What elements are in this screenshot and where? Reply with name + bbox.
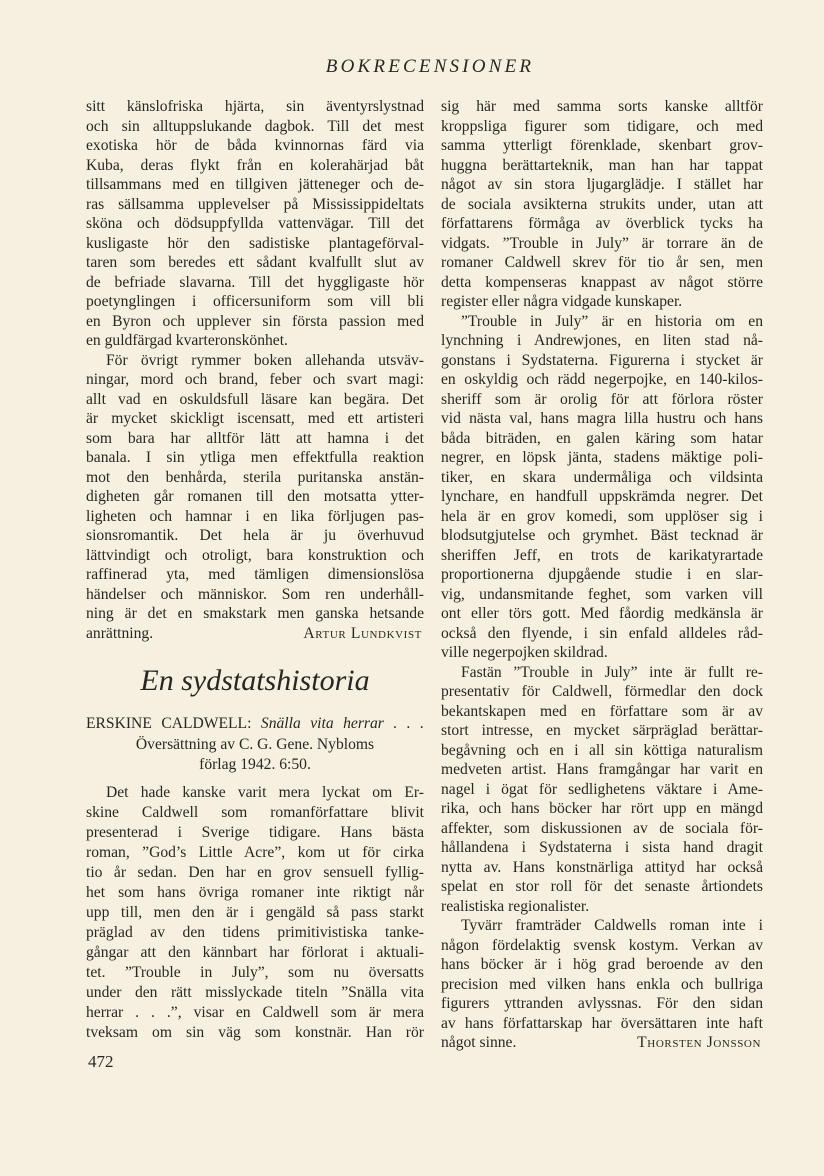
review-1-continuation xyxy=(86,97,424,643)
text-line: sheriff som är orolig för att förlora röster xyxy=(441,390,763,408)
text-line: nytta av. Hans konstnärliga attityd har också xyxy=(441,858,763,876)
text-line: upp till, men den är i gengäld så pass starkt xyxy=(86,904,424,921)
text-line: sitt känslofriska hjärta, sin äventyrslystnad xyxy=(86,98,424,115)
text-line: taren som beredes ett sådant kvalfullt slut av xyxy=(86,254,424,271)
text-line: under den rätt misslyckade titeln ”Snälla vita xyxy=(86,984,424,1001)
text-line: av hans författarskap har översättaren inte haft xyxy=(441,1014,763,1032)
reviewer-signature: Thorsten Jonsson xyxy=(637,1034,761,1051)
text-line: spelat en stor roll för det senaste årtiondets xyxy=(441,878,763,895)
text-line: lynchning i Andrewjones, en liten stad nå- xyxy=(441,332,763,349)
text-line: tet. ”Trouble in July”, som nu översatts xyxy=(86,964,424,981)
text-line: hållandena i Sydstaterna i sista hand dragit xyxy=(441,839,763,856)
text-line: något av sin stora ljugarglädje. I stället har xyxy=(441,176,763,193)
text-line: proportionerna djupgående studie i en slar- xyxy=(441,566,763,583)
text-line: händelser och människor. Som ren underhåll- xyxy=(86,585,424,603)
text-line: digheten går romanen till den motsatta ytter- xyxy=(86,488,424,505)
text-line: medveten artist. Hans framgångar har varit en xyxy=(441,761,763,778)
text-line: Tyvärr framträder Caldwells roman inte i xyxy=(461,917,763,934)
text-line: ont eller törs gott. Med fåordig medkänsla är xyxy=(441,605,763,622)
text-line: detta kompenseras knappast av något större xyxy=(441,273,763,291)
text-line: de sociala avsikterna strukits under, utan att xyxy=(441,195,763,213)
text-line: allt vad en oskuldsfull läsare kan begära. Det xyxy=(86,390,424,408)
biblio-line-3: förlag 1942. 6:50. xyxy=(199,756,311,773)
closing-word: något sinne. xyxy=(441,1034,517,1051)
text-line: sköna och dödsuppfyllda vattenvägar. Till det xyxy=(86,215,424,232)
text-line: hans böcker är i hög grad beroende av den xyxy=(441,956,763,973)
text-line: Det hade kanske varit mera lyckat om Er- xyxy=(106,784,424,801)
text-line: präglad av den tidens primitivistiska tanke- xyxy=(86,924,424,941)
text-line: presentativ för Caldwell, förmedlar den dock xyxy=(441,683,763,700)
text-line: båda biträden, en galen käring som hatar xyxy=(441,429,763,447)
text-line: lättvindigt och otroligt, bara konstruktion och xyxy=(86,546,424,564)
text-line: lynchare, en handfull uppskrämda negrer. Det xyxy=(441,488,763,505)
text-line: het som hans övriga romaner inte riktigt når xyxy=(86,884,424,901)
reviewer-signature: Artur Lundkvist xyxy=(303,624,422,642)
paragraph xyxy=(86,351,424,624)
text-line: och sin alltuppslukande dagbok. Till det mest xyxy=(86,117,424,135)
text-line: negrer, en löpsk jänta, stadens mäktige poli- xyxy=(441,449,763,466)
text-line: som bara har alltför lätt att hamna i det xyxy=(86,429,424,447)
text-line: realistiska regionalister. xyxy=(441,897,590,915)
text-line: affekter, som diskussionen av de sociala för- xyxy=(441,819,763,837)
text-line: Fastän ”Trouble in July” inte är fullt re- xyxy=(461,663,763,681)
text-line: nagel i ögat för sedlighetens väktare i Ame- xyxy=(441,780,763,798)
text-line: de befriade slavarna. Till det hyggligaste hör xyxy=(86,273,424,291)
text-line: poetynglingen i officersuniform som vill bli xyxy=(86,293,424,310)
text-line: en Byron och upplever sin första passion med xyxy=(86,312,424,330)
text-line: vig, undansmitande feghet, som varken vill xyxy=(441,585,763,603)
text-line: någon fördelaktig svensk kostym. Verkan av xyxy=(441,936,763,954)
article-title: En sydstatshistoria xyxy=(140,664,370,697)
closing-line xyxy=(86,624,424,644)
text-line: För övrigt rymmer boken allehanda utsväv- xyxy=(106,351,424,369)
review-2-left-column xyxy=(86,783,424,1043)
text-line: samma ytterligt förenklade, skenbart grov- xyxy=(441,137,763,154)
text-line: tio år sedan. Den har en grov sensuell fyllig- xyxy=(86,864,424,881)
paragraph xyxy=(441,312,763,663)
text-line: vidgats. ”Trouble in July” är torrare än de xyxy=(441,234,763,252)
text-line: tveksam om sin väg som konstnär. Han rör xyxy=(86,1024,424,1041)
text-line: tillsammans med en tillgiven jätteneger och de- xyxy=(86,176,424,193)
closing-line xyxy=(441,1033,763,1053)
text-line: register eller några vidgade kunskaper. xyxy=(441,293,683,310)
paragraph xyxy=(86,97,424,351)
paragraph xyxy=(441,916,763,1033)
text-line: sionsromantik. Det hela är ju överhuvud xyxy=(86,527,424,544)
text-line: begåvning och en i all sin köttiga naturalism xyxy=(441,741,763,759)
text-line: en guldfärgad kvarteronskönhet. xyxy=(86,332,288,349)
text-line: romaner Caldwell skrev för tio år sen, men xyxy=(441,254,763,271)
text-line: gångar att den kännbart har förlorat i aktuali- xyxy=(86,944,424,961)
text-line: ning är det en smakstark men ganska hetsande xyxy=(86,605,424,622)
text-line: kroppsliga figurer som tidigare, och med xyxy=(441,117,763,135)
text-line: blodsutgjutelse och grymhet. Bäst tecknad är xyxy=(441,527,763,544)
text-line: presenterad i Sverige tidigare. Hans bästa xyxy=(86,824,424,841)
text-line: författarens förmåga av överblick tycks ha xyxy=(441,215,763,232)
text-line: mot den benhårda, sterila puritanska anstän- xyxy=(86,468,424,486)
paragraph xyxy=(86,783,424,1043)
bibliographic-entry xyxy=(86,714,424,776)
text-line: ”Trouble in July” är en historia om en xyxy=(461,312,763,330)
text-line: ningar, mord och brand, feber och svart magi: xyxy=(86,371,424,388)
text-line: gonstans i Sydstaterna. Figurerna i stycket är xyxy=(441,351,763,369)
book-title: Snälla vita herrar . . . xyxy=(260,715,424,732)
text-line: bekantskapen med en författare som är av xyxy=(441,702,763,720)
text-line: sig här med samma sorts kanske alltför xyxy=(441,98,763,115)
text-line: herrar . . .”, visar en Caldwell som är mera xyxy=(86,1004,424,1021)
paragraph xyxy=(441,97,763,312)
text-line: rika, och hans böcker har rört upp en mängd xyxy=(441,800,763,817)
text-line: vid nästa val, hans magra lilla hustru och hans xyxy=(441,410,763,427)
text-line: kusligaste hör den sadistiske plantageförval- xyxy=(86,234,424,252)
paragraph xyxy=(441,663,763,917)
text-line: figurers yttranden avlyssnas. För den sidan xyxy=(441,995,763,1012)
text-line: Kuba, deras flykt från en kolerahärjad båt xyxy=(86,156,424,174)
text-line: exotiska hör de båda kvinnornas färd via xyxy=(86,137,424,154)
text-line: stort intresse, en mycket särpräglad berättar- xyxy=(441,722,763,739)
text-line: tiker, en skara undermåliga och vildsinta xyxy=(441,468,763,486)
text-line: precision med vilken hans enkla och bullriga xyxy=(441,975,763,993)
biblio-line-1 xyxy=(86,714,424,735)
text-line: ras sällsamma upplevelser på Mississippideltats xyxy=(86,195,424,213)
review-2-right-column xyxy=(441,97,763,1053)
page-number: 472 xyxy=(88,1052,114,1071)
text-line: banala. I sin ytliga men effektfulla reaktion xyxy=(86,449,424,466)
text-line: ville negerpojken skildrad. xyxy=(441,644,608,661)
book-author: ERSKINE CALDWELL: xyxy=(86,715,252,732)
text-line: roman, ”God’s Little Acre”, kom ut för cirka xyxy=(86,844,424,861)
text-line: ligheten och hamnar i en lika förljugen pas- xyxy=(86,507,424,525)
text-line: hela är en grov komedi, som upplöser sig i xyxy=(441,507,763,525)
text-line: raffinerad yta, med tämligen dimensionslösa xyxy=(86,566,424,583)
closing-word: anrättning. xyxy=(86,624,154,642)
text-line: också den flyende, i sin enfald alldeles råd- xyxy=(441,624,763,642)
text-line: skine Caldwell som romanförfattare blivit xyxy=(86,804,424,821)
biblio-line-2: Översättning av C. G. Gene. Nybloms xyxy=(135,735,375,753)
text-line: en oskyldig och rädd negerpojke, en 140-kilos- xyxy=(441,371,763,388)
running-head: BOKRECENSIONER xyxy=(325,56,535,77)
text-line: sheriffen Jeff, en trots de karikatyrartade xyxy=(441,546,763,564)
text-line: huggna berättarteknik, man han har tappat xyxy=(441,156,763,174)
text-line: är mycket skickligt iscensatt, med ett artisteri xyxy=(86,410,424,427)
